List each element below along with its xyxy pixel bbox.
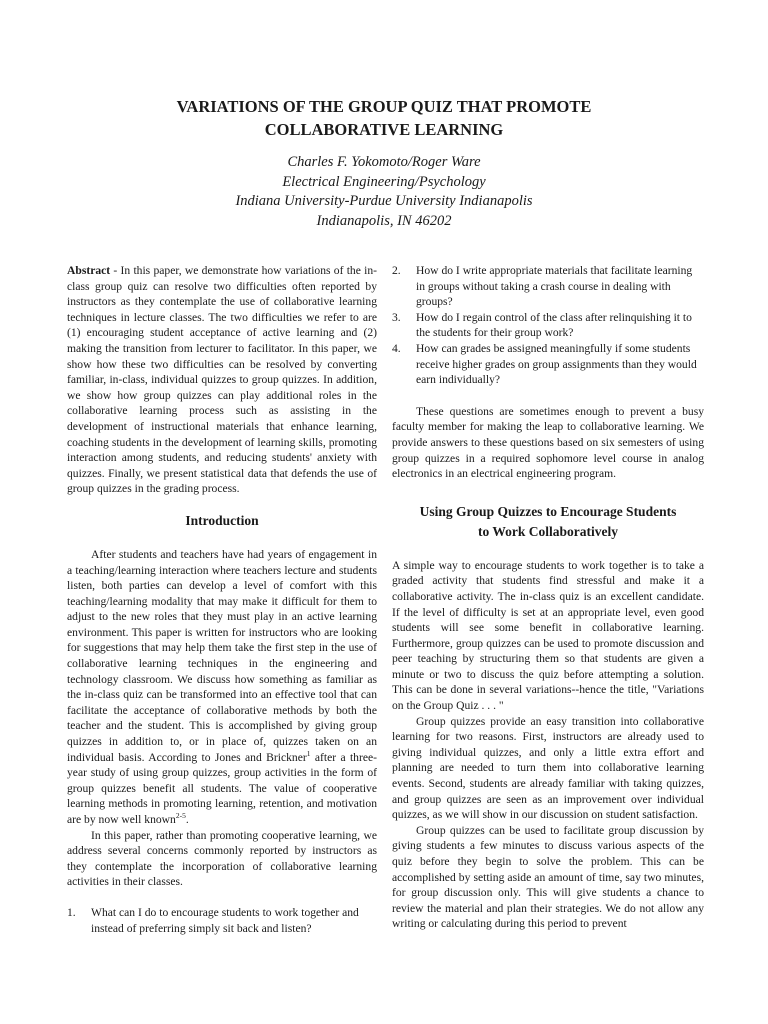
- intro-paragraph-1: [67, 547, 377, 828]
- author-department: Electrical Engineering/Psychology: [282, 173, 486, 190]
- citation-2-5: 2-5: [175, 811, 186, 821]
- introduction-heading: Introduction: [185, 512, 259, 528]
- list-number: 3.: [392, 310, 401, 324]
- list-number: 1.: [67, 905, 76, 919]
- section-2-paragraph-3: Group quizzes can be used to facilitate group discussion by giving students a few minutes to discuss various aspects of the quiz before they begin to solve the problem. This can be accomplished by setting aside an amount of time, say two minutes, for group discussion only. This will give students a chance to review the material and plan their strategies. We do not allow any writing or calculating during this period to prevent: [392, 823, 704, 931]
- list-text: How do I regain control of the class after relinquishing it to the students for their group work?: [416, 310, 692, 340]
- question-list-item-2: [392, 263, 704, 310]
- list-text: How do I write appropriate materials that facilitate learning in groups without taking a crash course in dealing with groups?: [416, 264, 693, 309]
- intro-p1-part-b: after a three-year study of using group quizzes, group activities in the form of group quizzes benefit all students. The value of cooperative learning methods in promoting learning, retention, and motivation are by now well known: [67, 750, 377, 826]
- section-2-heading-line-1: Using Group Quizzes to Encourage Students: [419, 503, 677, 519]
- list-number: 4.: [392, 341, 401, 355]
- question-list-item-4: [392, 341, 704, 388]
- author-block: [0, 153, 768, 231]
- abstract: [67, 263, 377, 497]
- abstract-text: - In this paper, we demonstrate how variations of the in-class group quiz can resolve two difficulties often reported by instructors as they contemplate the use of collaborative learning techniques in lecture classes. The two difficulties we refer to are (1) encouraging student acceptance of active learning and (2) making the transition from lecturer to facilitator. In this paper, we show how these two difficulties can be resolved by converting familiar, in-class, individual quizzes to group quizzes. In addition, we show how group quizzes can play additional roles in the collaborative learning process such as assisting in the development of instructional materials that enhance learning, coaching students in the development of learning skills, promoting interaction among students, and reducing students' anxiety with quizzes. Finally, we present statistical data that defends the use of group quizzes in the grading process.: [67, 264, 377, 496]
- right-column: [392, 263, 704, 932]
- section-2-heading: [392, 502, 704, 542]
- question-list-item-1: [67, 905, 377, 936]
- left-column: [67, 263, 377, 936]
- citation-1: 1: [306, 748, 311, 758]
- list-number: 2.: [392, 264, 401, 277]
- intro-p1-part-a: After students and teachers have had years of engagement in a teaching/learning interaction where teachers lecture and students listen, both parties can develop a level of comfort with this teaching/learning modality that may make it difficult for them to adjust to the new roles that they must play in an active learning environment. This paper is written for instructors who are looking for suggestions that may help them take the first step in the use of collaborative learning techniques in the engineering and technology classroom. We discuss how something as familiar as the in-class quiz can be transformed into an effective tool that can facilitate the acceptance of collaborative methods by both the teacher and the student. This is accomplished by giving group quizzes in addition to, or in place of, quizzes taken on an individual basis. According to Jones and Brickner: [67, 547, 377, 764]
- paper-title: [0, 95, 768, 141]
- intro-paragraph-2: In this paper, rather than promoting cooperative learning, we address several concerns commonly reported by instructors as they contemplate the incorporation of collaborative learning activities in their classes.: [67, 828, 377, 889]
- section-2-paragraph-2: Group quizzes provide an easy transition into collaborative learning for two reasons. First, instructors are already used to giving individual quizzes, and only a little extra effort and planning are needed to turn them into collaborative learning events. Second, students are already familiar with taking quizzes, and group quizzes are seen as an improvement over individual quizzes, as we will show in our discussion on student satisfaction.: [392, 714, 704, 822]
- question-list-item-3: [392, 310, 704, 341]
- section-2-heading-line-2: to Work Collaboratively: [478, 523, 618, 539]
- abstract-label: Abstract: [67, 264, 111, 277]
- list-text: What can I do to encourage students to work together and instead of preferring simply sit back and listen?: [91, 905, 359, 935]
- paper-title-line-1: VARIATIONS OF THE GROUP QUIZ THAT PROMOTE: [176, 97, 592, 116]
- intro-p1-part-c: .: [185, 813, 189, 826]
- author-university: Indiana University-Purdue University Indianapolis: [235, 193, 533, 209]
- section-2-paragraph-1: A simple way to encourage students to work together is to take a graded activity that students find stressful and make it a collaborative activity. The in-class quiz is an excellent candidate. If the level of difficulty is set at an appropriate level, even good students will see some benefit in collaborative learning. Furthermore, group quizzes can be used to promote discussion and peer teaching by structuring them so that students are given a minute or two to discuss the quiz before attempting a solution. This can be done in several variations--hence the title, "Variations on the Group Quiz . . . ": [392, 558, 704, 713]
- intro-paragraph-3: These questions are sometimes enough to prevent a busy faculty member for making the leap to collaborative learning. We provide answers to these questions based on six semesters of using group quizzes in a required sophomore level course in analog electronics in an electrical engineering program.: [392, 404, 704, 481]
- author-names: Charles F. Yokomoto/Roger Ware: [287, 154, 481, 170]
- author-address: Indianapolis, IN 46202: [316, 212, 452, 229]
- list-text: How can grades be assigned meaningfully if some students receive higher grades on group assignments than they would earn individually?: [416, 341, 697, 387]
- paper-title-line-2: COLLABORATIVE LEARNING: [264, 120, 504, 139]
